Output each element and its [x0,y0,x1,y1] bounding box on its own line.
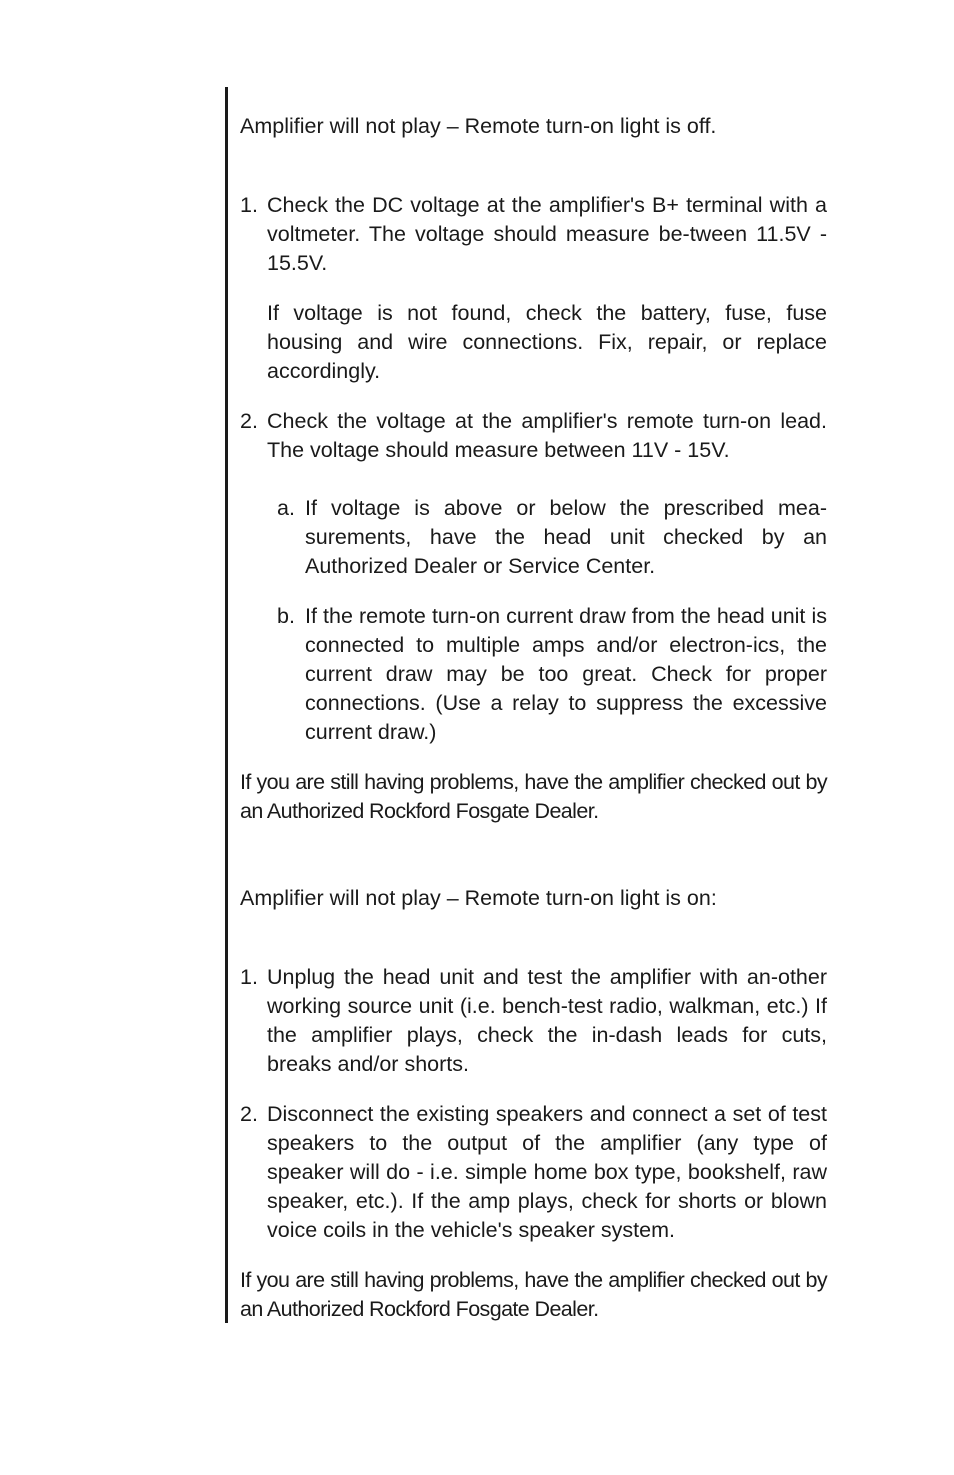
step-body [267,1100,827,1245]
step-number: 1. [240,193,258,217]
step-number: 2. [240,1102,258,1126]
substep-text: If the remote turn-on current draw from the head unit is connected to multiple amps and/or electron-ics, the current draw may be too great. Check for proper connections. (Use a relay to suppress the excessive current draw.) [305,604,827,744]
step-text: Check the voltage at the amplifier's remote turn-on lead. The voltage should measure between 11V - 15V. [267,409,827,462]
substep-letter: a. [277,496,295,520]
section2-heading: Amplifier will not play – Remote turn-on light is on: [240,886,717,910]
section1-closing: If you are still having problems, have the amplifier checked out by an Authorized Rockford Fosgate Dealer. [240,770,827,823]
step-text: If voltage is not found, check the battery, fuse, fuse housing and wire connections. Fix, repair, or replace accordingly. [267,301,827,383]
step-text: Check the DC voltage at the amplifier's B+ terminal with a voltmeter. The voltage should measure be-tween 11.5V - 15.5V. [267,193,827,275]
substep-a [277,494,827,581]
left-margin-rule [225,87,228,1323]
section2-step-2 [240,1100,827,1245]
substep-letter: b. [277,604,295,628]
section1-heading: Amplifier will not play – Remote turn-on light is off. [240,114,717,138]
step-number: 1. [240,965,258,989]
substep-b [277,602,827,747]
step-text: Disconnect the existing speakers and connect a set of test speakers to the output of the amplifier (any type of speaker will do - i.e. simple home box type, bookshelf, raw speaker, etc.). If the amp plays, check for shorts or blown voice coils in the vehicle's speaker system. [267,1102,827,1242]
substep-text: If voltage is above or below the prescribed mea-surements, have the head unit checked by an Authorized Dealer or Service Center. [305,496,827,578]
step-body [267,191,827,386]
step-body [267,963,827,1079]
step-number: 2. [240,409,258,433]
section1-step-2 [240,407,827,747]
step-body [267,407,827,747]
troubleshooting-content [240,112,827,1324]
section2-closing: If you are still having problems, have the amplifier checked out by an Authorized Rockford Fosgate Dealer. [240,1268,827,1321]
step-text: Unplug the head unit and test the amplifier with an-other working source unit (i.e. bench-test radio, walkman, etc.) If the amplifier plays, check the in-dash leads for cuts, breaks and/or shorts. [267,965,827,1076]
section1-step-1 [240,191,827,386]
section2-step-1 [240,963,827,1079]
